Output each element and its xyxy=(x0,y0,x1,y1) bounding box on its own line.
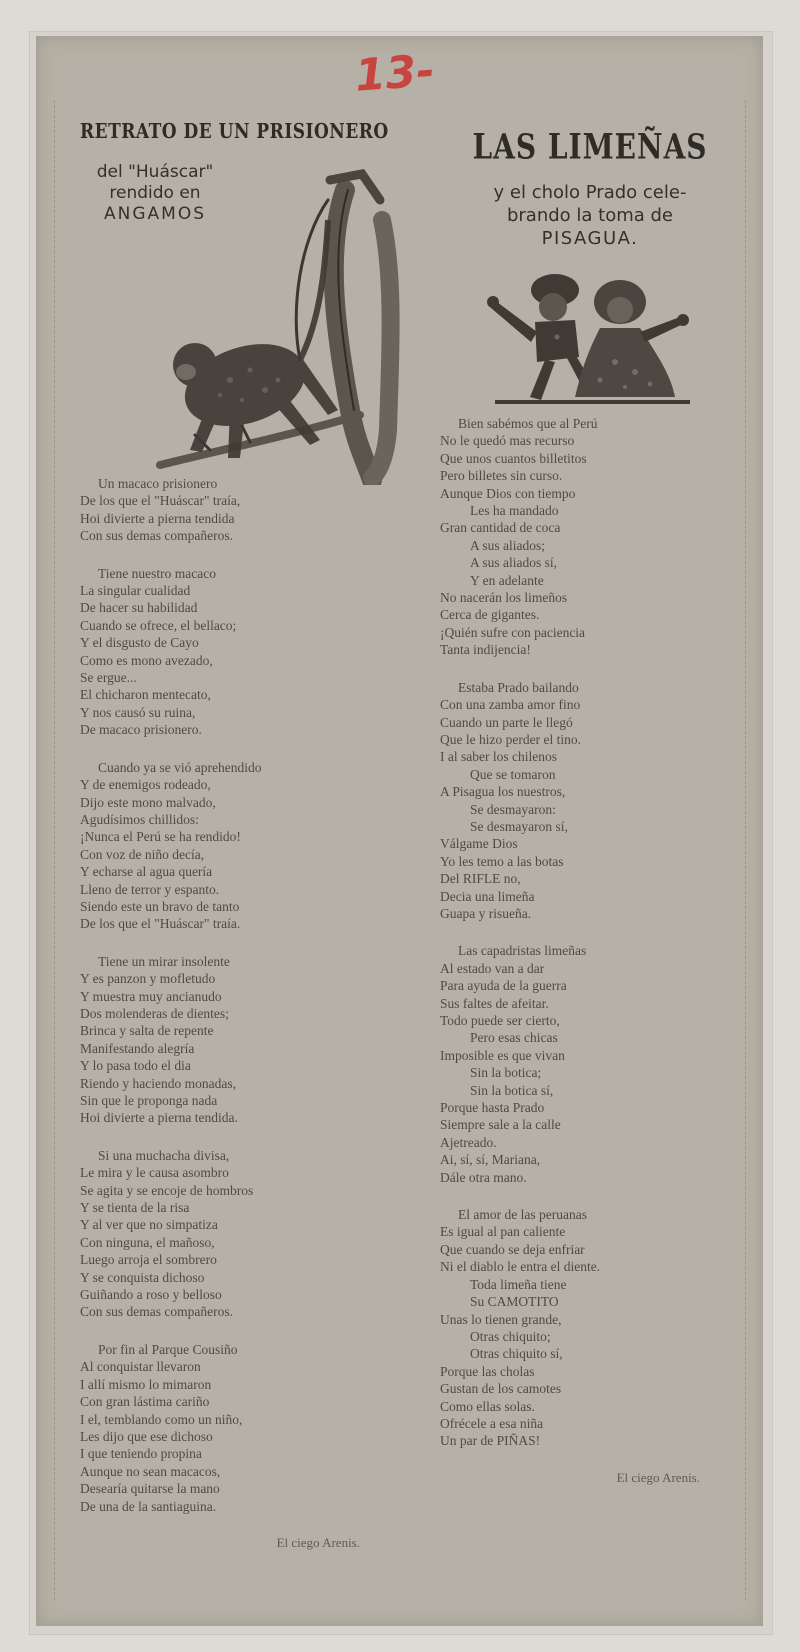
left-subtitle-line: del "Huáscar" xyxy=(96,162,214,182)
verse-line: Y muestra muy ancianudo xyxy=(80,988,222,1004)
verse-line: No nacerán los limeños xyxy=(440,590,568,606)
verse-line: Y nos causó su ruina, xyxy=(80,704,196,720)
stanza xyxy=(80,953,410,1127)
verse-line: De los que el "Huáscar" traía. xyxy=(80,916,241,932)
verse-line: Se desmayaron: xyxy=(470,801,556,817)
verse-line: Siendo este un bravo de tanto xyxy=(80,898,240,914)
verse-line: Sin la botica; xyxy=(470,1065,542,1081)
verse-line: Les dijo que ese dichoso xyxy=(80,1428,213,1444)
stanza xyxy=(80,565,410,739)
verse-line: Se agita y se encoje de hombros xyxy=(80,1182,254,1198)
verse-line: Otras chiquito; xyxy=(470,1328,551,1344)
right-subtitle-line: brando la toma de xyxy=(506,205,674,226)
verse-line: Ni el diablo le entra el diente. xyxy=(440,1259,601,1275)
right-subtitle-place: PISAGUA. xyxy=(541,228,639,249)
verse-line: Brinca y salta de repente xyxy=(80,1023,214,1039)
verse-line: A Pisagua los nuestros, xyxy=(440,784,566,800)
right-poem xyxy=(440,415,740,1486)
verse-line: Como es mono avezado, xyxy=(80,652,213,668)
verse-line: Dále otra mano. xyxy=(440,1169,527,1185)
verse-line: Siempre sale a la calle xyxy=(440,1117,561,1133)
verse-line: Aunque Dios con tiempo xyxy=(440,485,576,501)
verse-line: Unas lo tienen grande, xyxy=(440,1311,562,1327)
verse-line: A sus aliados sí, xyxy=(470,555,558,571)
verse-line: Y es panzon y mofletudo xyxy=(80,971,216,987)
stanza xyxy=(80,475,410,545)
verse-line: Y se tienta de la risa xyxy=(80,1200,190,1216)
verse-line: Dijo este mono malvado, xyxy=(80,794,216,810)
verse-line: Es igual al pan caliente xyxy=(440,1224,566,1240)
verse-line: Porque las cholas xyxy=(440,1363,535,1379)
left-subtitle-line: rendido en xyxy=(109,183,201,203)
verse-line: Lleno de terror y espanto. xyxy=(80,881,220,897)
verse-line: Con voz de niño decía, xyxy=(80,846,205,862)
verse-line: Su CAMOTITO xyxy=(470,1294,559,1310)
verse-line: Con una zamba amor fino xyxy=(440,697,581,713)
stanza xyxy=(440,942,740,1186)
verse-line: Tiene un mirar insolente xyxy=(98,953,230,969)
verse-line: Cuando un parte le llegó xyxy=(440,714,573,730)
verse-line: Aunque no sean macacos, xyxy=(80,1463,221,1479)
verse-line: El amor de las peruanas xyxy=(458,1207,587,1223)
verse-line: Riendo y haciendo monadas, xyxy=(80,1075,236,1091)
verse-line: Cerca de gigantes. xyxy=(440,607,540,623)
verse-line: Que le hizo perder el tino. xyxy=(440,731,581,747)
stanza xyxy=(440,415,740,659)
verse-line: Al conquistar llevaron xyxy=(80,1359,201,1375)
verse-line: Cuando se ofrece, el bellaco; xyxy=(80,617,237,633)
verse-line: De los que el "Huáscar" traía, xyxy=(80,493,241,509)
left-column xyxy=(80,120,389,1550)
verse-line: Válgame Dios xyxy=(440,836,518,852)
verse-line: Sin la botica sí, xyxy=(470,1082,554,1098)
verse-line: Hoi divierte a pierna tendida. xyxy=(80,1110,238,1126)
verse-line: Y echarse al agua quería xyxy=(80,864,213,880)
verse-line: ¡Nunca el Perú se ha rendido! xyxy=(80,829,241,845)
verse-line: Ajetreado. xyxy=(440,1134,497,1150)
verse-line: Y se conquista dichoso xyxy=(80,1269,205,1285)
verse-line: Para ayuda de la guerra xyxy=(440,978,567,994)
verse-line: Y en adelante xyxy=(470,572,544,588)
left-title: RETRATO DE UN PRISIONERO xyxy=(80,120,389,144)
left-poem xyxy=(80,475,410,1551)
verse-line: Toda limeña tiene xyxy=(470,1276,567,1292)
verse-line: De hacer su habilidad xyxy=(80,600,198,616)
verse-line: Con gran lástima cariño xyxy=(80,1394,210,1410)
right-signature: El ciego Arenis. xyxy=(616,1469,700,1485)
left-subtitle-place: ANGAMOS xyxy=(104,204,206,224)
verse-line: Que unos cuantos billetitos xyxy=(440,450,587,466)
verse-line: I que teniendo propina xyxy=(80,1446,202,1462)
verse-line: Otras chiquito sí, xyxy=(470,1346,563,1362)
verse-line: Con sus demas compañeros. xyxy=(80,1304,233,1320)
verse-line: Porque hasta Prado xyxy=(440,1100,545,1116)
verse-line: Estaba Prado bailando xyxy=(458,679,579,695)
verse-line: Se ergue... xyxy=(80,670,137,686)
verse-line: Al estado van a dar xyxy=(440,960,545,976)
verse-line: El chicharon mentecato, xyxy=(80,687,211,703)
stanza xyxy=(440,679,740,923)
verse-line: Pero billetes sin curso. xyxy=(440,468,563,484)
stanza xyxy=(80,1147,410,1321)
monkey-woodcut-icon xyxy=(150,160,430,485)
verse-line: Un par de PIÑAS! xyxy=(440,1433,541,1449)
stanza xyxy=(80,1341,410,1515)
verse-line: Que se tomaron xyxy=(470,766,556,782)
verse-line: I el, temblando como un niño, xyxy=(80,1411,243,1427)
right-title: LAS LIMEÑAS xyxy=(472,125,708,168)
verse-line: A sus aliados; xyxy=(470,537,546,553)
verse-line: Como ellas solas. xyxy=(440,1398,535,1414)
verse-line: Cuando ya se vió aprehendido xyxy=(98,759,262,775)
verse-line: Ofrécele a esa niña xyxy=(440,1415,544,1431)
verse-line: Tiene nuestro macaco xyxy=(98,565,216,581)
left-signature: El ciego Arenis. xyxy=(276,1534,360,1550)
verse-line: Se desmayaron sí, xyxy=(470,818,568,834)
verse-line: Las capadristas limeñas xyxy=(458,943,587,959)
verse-line: Todo puede ser cierto, xyxy=(440,1013,560,1028)
verse-line: Que cuando se deja enfriar xyxy=(440,1241,585,1257)
verse-line: Ai, sí, sí, Mariana, xyxy=(440,1152,541,1168)
verse-line: Gran cantidad de coca xyxy=(440,520,561,536)
verse-line: Y de enemigos rodeado, xyxy=(80,777,211,793)
verse-line: La singular cualidad xyxy=(80,583,191,599)
verse-line: Desearía quitarse la mano xyxy=(80,1481,220,1497)
verse-line: Bien sabémos que al Perú xyxy=(458,416,598,431)
verse-line: Decia una limeña xyxy=(440,888,535,904)
verse-line: Con ninguna, el mañoso, xyxy=(80,1234,215,1250)
verse-line: De una de la santiaguina. xyxy=(80,1498,217,1514)
verse-line: Y lo pasa todo el dia xyxy=(80,1058,191,1074)
verse-line: Y al ver que no simpatiza xyxy=(80,1217,218,1233)
verse-line: Les ha mandado xyxy=(470,503,559,519)
verse-line: Del RIFLE no, xyxy=(440,871,521,887)
folio-number: 13- xyxy=(353,45,437,102)
verse-line: I al saber los chilenos xyxy=(440,749,557,765)
verse-line: Y el disgusto de Cayo xyxy=(80,635,199,651)
verse-line: Agudísimos chillidos: xyxy=(80,811,199,827)
stanza xyxy=(440,1206,740,1450)
verse-line: Sin que le proponga nada xyxy=(80,1093,218,1108)
verse-line: Un macaco prisionero xyxy=(98,476,218,491)
verse-line: Luego arroja el sombrero xyxy=(80,1252,217,1268)
verse-line: Pero esas chicas xyxy=(470,1030,558,1046)
verse-line: ¡Quién sufre con paciencia xyxy=(440,624,586,640)
dancing-couple-woodcut-icon xyxy=(475,262,705,407)
right-subtitle-line: y el cholo Prado cele- xyxy=(493,182,687,203)
verse-line: I allí mismo lo mimaron xyxy=(80,1376,212,1392)
verse-line: Dos molenderas de dientes; xyxy=(80,1005,229,1021)
verse-line: Gustan de los camotes xyxy=(440,1381,562,1397)
verse-line: De macaco prisionero. xyxy=(80,722,202,738)
verse-line: Guiñando a roso y belloso xyxy=(80,1287,222,1303)
verse-line: Con sus demas compañeros. xyxy=(80,528,233,544)
verse-line: Yo les temo a las botas xyxy=(440,853,564,869)
verse-line: Sus faltes de afeitar. xyxy=(440,995,549,1011)
verse-line: Le mira y le causa asombro xyxy=(80,1165,229,1181)
stanza xyxy=(80,759,410,933)
verse-line: Imposible es que vivan xyxy=(440,1047,565,1063)
verse-line: Si una muchacha divisa, xyxy=(98,1147,230,1163)
verse-line: Hoi divierte a pierna tendida xyxy=(80,510,235,526)
right-subtitle xyxy=(440,181,740,250)
verse-line: No le quedó mas recurso xyxy=(440,433,575,449)
verse-line: Guapa y risueña. xyxy=(440,905,532,921)
verse-line: Manifestando alegría xyxy=(80,1040,195,1056)
verse-line: Tanta indijencia! xyxy=(440,642,531,658)
right-column xyxy=(440,125,740,1486)
verse-line: Por fin al Parque Cousiño xyxy=(98,1341,238,1357)
